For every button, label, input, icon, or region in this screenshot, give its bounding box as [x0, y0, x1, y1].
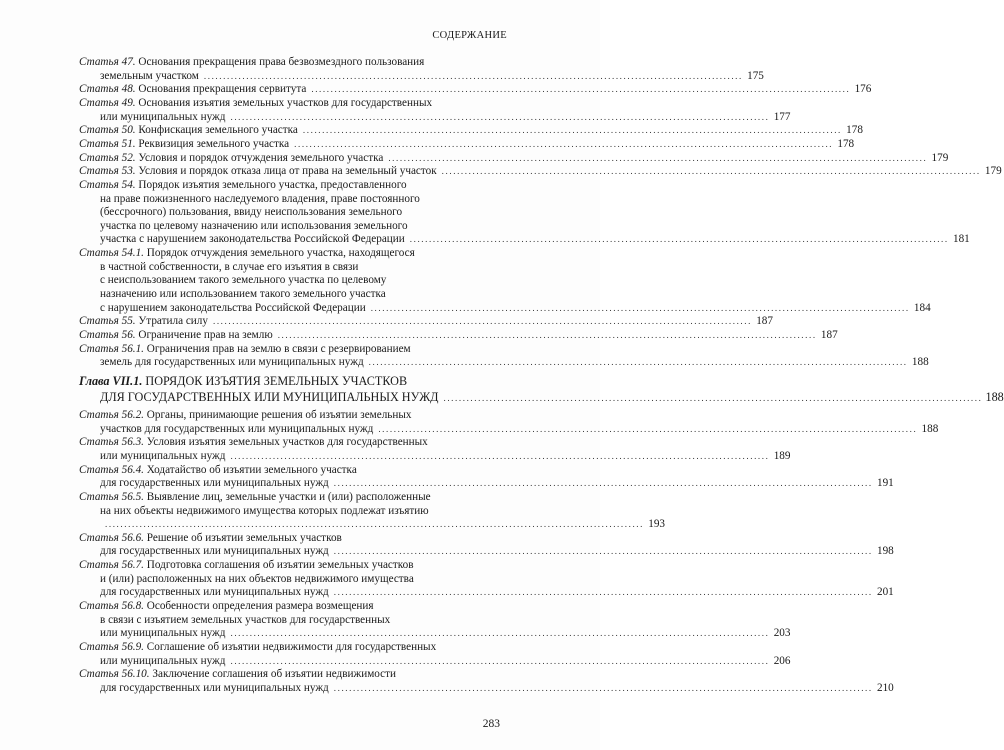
toc-line	[100, 476, 894, 490]
toc-line	[100, 613, 500, 627]
entry-page: 187	[820, 329, 838, 341]
page-number: 283	[482, 718, 500, 730]
entry-page: 210	[876, 681, 894, 694]
entry-title: для государственных или муниципальных нужд	[100, 477, 329, 490]
entry-title: участка по целевому назначению или использования земельного	[100, 219, 408, 232]
entry-page: 181	[952, 233, 970, 246]
toc-line	[79, 531, 500, 545]
toc-line-text	[100, 390, 438, 405]
article-label: Статья 50.	[79, 124, 136, 137]
entry-page: 177	[773, 110, 791, 123]
entry-title: Органы, принимающие решения об изъятии земельных	[146, 408, 412, 421]
toc-line-text	[100, 449, 225, 463]
toc-line-text	[100, 681, 329, 695]
article-label: Статья 56.6.	[79, 531, 144, 544]
toc-line-text	[100, 232, 405, 246]
entry-title: участка с нарушением законодательства Российской Федерации	[100, 233, 405, 246]
toc-line	[79, 463, 500, 477]
entry-title: Ограничения прав на землю в связи с резервированием	[146, 342, 411, 355]
leader-dots: ............................................................................................................................................	[294, 138, 834, 149]
entry-title: земель для государственных или муниципальных нужд	[100, 356, 364, 369]
entry-title: для государственных или муниципальных нужд	[100, 586, 329, 599]
leader-dots: ............................................................................................................................................	[230, 111, 770, 122]
leader-dots: ............................................................................................................................................	[443, 392, 983, 403]
toc-line	[100, 273, 500, 287]
toc-line	[100, 626, 791, 640]
entry-title: с нарушением законодательства Российской Федерации	[100, 301, 366, 314]
toc-line	[100, 654, 791, 668]
chapter-line	[100, 389, 1004, 405]
toc-line	[100, 355, 929, 369]
toc-line-text	[100, 206, 402, 218]
toc-line-text	[79, 343, 411, 355]
toc-line	[79, 408, 500, 422]
toc-line-text	[79, 97, 432, 109]
entry-title: или муниципальных нужд	[100, 110, 226, 123]
entry-title: Основания прекращения права безвозмездного пользования	[138, 56, 425, 68]
toc-line-text	[100, 288, 386, 300]
leader-dots: ............................................................................................................................................	[441, 166, 981, 177]
article-label: Статья 55.	[79, 315, 136, 328]
article-label: Статья 56.1.	[79, 342, 144, 355]
entry-title: Выявление лиц, земельные участки и (или) расположенные	[146, 490, 431, 503]
chapter-title: ПОРЯДОК ИЗЪЯТИЯ ЗЕМЕЛЬНЫХ УЧАСТКОВ	[145, 373, 408, 388]
toc-line-text	[79, 600, 374, 612]
leader-dots: ............................................................................................................................................	[333, 587, 873, 598]
entry-title: Основания прекращения сервитута	[138, 83, 307, 96]
leader-dots: ............................................................................................................................................	[333, 478, 873, 489]
toc-line-text	[79, 464, 357, 476]
toc-line	[100, 287, 500, 301]
toc-line-text	[79, 374, 407, 388]
leader-dots: ............................................................................................................................................	[105, 519, 644, 530]
entry-title: назначению или использованием такого земельного участка	[100, 288, 386, 301]
article-label: Статья 52.	[79, 151, 136, 164]
entry-title: или муниципальных нужд	[100, 627, 226, 640]
toc-line-text	[79, 123, 298, 137]
toc-line	[79, 96, 500, 110]
entry-title: Ходатайство об изъятии земельного участка	[146, 463, 357, 476]
entry-page: 188	[911, 356, 929, 369]
toc-line-text	[79, 668, 396, 680]
leader-dots: ............................................................................................................................................	[212, 316, 752, 327]
entry-title: участков для государственных или муниципальных нужд	[100, 422, 374, 435]
article-label: Статья 56.9.	[79, 641, 144, 653]
entry-page: 179	[931, 151, 949, 164]
toc-line	[100, 517, 665, 531]
article-label: Статья 53.	[79, 165, 136, 178]
leader-dots: ............................................................................................................................................	[302, 125, 842, 136]
article-label: Статья 56.7.	[79, 559, 144, 572]
article-label: Статья 56.2.	[79, 408, 144, 421]
toc-line	[79, 164, 1002, 178]
entry-page: 178	[846, 124, 863, 137]
entry-title: Подготовка соглашения об изъятии земельных участков	[146, 559, 414, 572]
entry-page: 198	[876, 545, 894, 558]
entry-page: 206	[773, 654, 791, 667]
leader-dots: ............................................................................................................................................	[277, 330, 817, 340]
leader-dots: ............................................................................................................................................	[378, 423, 918, 434]
toc-line	[79, 151, 949, 165]
entry-page: 191	[876, 477, 894, 490]
entry-title: для государственных или муниципальных нужд	[100, 545, 329, 558]
toc-line	[79, 82, 872, 96]
toc-line-text	[100, 355, 364, 369]
entry-page: 188	[921, 422, 939, 435]
article-label: Статья 48.	[79, 83, 136, 96]
toc-line-text	[79, 151, 383, 165]
toc-line	[100, 260, 500, 274]
toc-line	[100, 681, 894, 695]
entry-title: в частной собственности, в случае его изъятия в связи	[100, 260, 359, 273]
toc-line	[79, 137, 855, 151]
leader-dots: ............................................................................................................................................	[311, 84, 851, 95]
entry-title: земельным участком	[100, 69, 199, 82]
toc-line	[100, 69, 764, 83]
toc-line-text	[79, 56, 424, 68]
running-head: СОДЕРЖАНИЕ	[432, 30, 507, 41]
article-label: Статья 49.	[79, 96, 136, 109]
toc-line-text	[100, 626, 225, 640]
article-label: Статья 56.8.	[79, 600, 144, 613]
entry-title: (бессрочного) пользования, ввиду неиспользования земельного	[100, 206, 403, 219]
article-label: Статья 56.	[79, 329, 136, 341]
toc-line-text	[100, 274, 386, 286]
article-label: Статья 47.	[79, 56, 136, 68]
entry-title: Условия и порядок отказа лица от права на земельный участок	[138, 165, 437, 178]
article-label: Статья 56.4.	[79, 463, 144, 476]
toc-line	[100, 449, 791, 463]
toc-line	[100, 232, 970, 246]
entry-title: для государственных или муниципальных нужд	[100, 681, 329, 694]
toc-line-text	[79, 179, 407, 191]
toc-line-text	[100, 69, 199, 83]
entry-title: Основания изъятия земельных участков для государственных	[138, 96, 433, 109]
entry-title: Утратила силу	[138, 315, 208, 328]
entry-page: 189	[773, 449, 791, 462]
toc-line-text	[79, 137, 289, 151]
toc-line	[100, 572, 500, 586]
article-label: Статья 51.	[79, 137, 136, 150]
entry-title: или муниципальных нужд	[100, 654, 226, 667]
toc-line-text	[100, 422, 373, 436]
entry-title: или муниципальных нужд	[100, 449, 226, 462]
toc-line	[79, 178, 500, 192]
toc-line-text	[100, 505, 429, 517]
toc-line	[79, 435, 500, 449]
entry-title: и (или) расположенных на них объектов недвижимого имущества	[100, 572, 414, 585]
toc-line	[100, 504, 500, 518]
chapter-label: Глава VII.1.	[79, 373, 143, 388]
entry-title: с неиспользованием такого земельного участка по целевому	[100, 274, 387, 287]
entry-page: 176	[854, 83, 872, 96]
toc-line-text	[100, 573, 414, 585]
entry-page: 175	[747, 69, 764, 82]
toc-line	[100, 301, 931, 315]
leader-dots: ............................................................................................................................................	[370, 302, 910, 313]
entry-page: 179	[984, 165, 1002, 178]
toc-line-text	[79, 328, 273, 342]
entry-title: Соглашение об изъятии недвижимости для государственных	[146, 641, 437, 653]
toc-line-text	[100, 544, 329, 558]
leader-dots: ............................................................................................................................................	[409, 234, 949, 245]
toc-line-text	[79, 436, 428, 448]
leader-dots: ............................................................................................................................................	[230, 628, 770, 639]
toc-line	[100, 205, 500, 219]
toc-line-text	[79, 164, 437, 178]
entry-page: 188	[985, 389, 1004, 404]
article-label: Статья 54.	[79, 178, 136, 191]
entry-title: в связи с изъятием земельных участков для государственных	[100, 613, 391, 626]
toc-line	[100, 110, 791, 124]
entry-page: 201	[876, 586, 894, 599]
toc-line-text	[100, 301, 366, 315]
toc-line	[79, 667, 500, 681]
leader-dots: ............................................................................................................................................	[230, 450, 770, 461]
toc-line	[79, 55, 500, 69]
entry-page: 187	[756, 315, 773, 328]
toc-line	[79, 328, 838, 342]
article-label: Статья 56.5.	[79, 490, 144, 503]
toc-line-text	[79, 532, 342, 544]
entry-title: Условия изъятия земельных участков для государственных	[146, 436, 428, 449]
leader-dots: ............................................................................................................................................	[230, 655, 770, 666]
entry-page: 203	[773, 627, 791, 640]
toc-line-text	[79, 314, 208, 328]
toc-line	[100, 422, 939, 436]
entry-title: Ограничение прав на землю	[138, 329, 273, 341]
toc-line-text	[79, 247, 415, 259]
toc-line-text	[100, 220, 408, 232]
article-label: Статья 56.3.	[79, 436, 144, 449]
toc-line	[79, 123, 863, 137]
toc-line-text	[79, 82, 306, 96]
toc-line-text	[79, 559, 414, 571]
entry-title: на них объекты недвижимого имущества которых подлежат изъятию	[100, 504, 429, 517]
toc-line-text	[100, 476, 329, 490]
toc-line	[79, 599, 500, 613]
entry-title: на праве пожизненного наследуемого владения, праве постоянного	[100, 192, 420, 205]
entry-title: Заключение соглашения об изъятии недвижимости	[152, 668, 397, 681]
toc-line-text	[100, 110, 225, 124]
entry-title: Порядок отчуждения земельного участка, находящегося	[146, 247, 415, 260]
toc-line	[100, 585, 894, 599]
leader-dots: ............................................................................................................................................	[203, 70, 743, 81]
toc-line	[79, 342, 500, 356]
toc-line-text	[79, 491, 431, 503]
toc-line	[79, 490, 500, 504]
article-label: Статья 54.1.	[79, 247, 144, 260]
entry-title: Реквизиция земельного участка	[138, 137, 290, 150]
leader-dots: ............................................................................................................................................	[368, 357, 908, 368]
toc-line	[79, 558, 500, 572]
entry-title: Решение об изъятии земельных участков	[146, 531, 342, 544]
toc-line-text	[100, 614, 390, 626]
toc-line	[79, 246, 500, 260]
toc-line-text	[100, 585, 329, 599]
entry-title: Конфискация земельного участка	[138, 124, 298, 137]
leader-dots: ............................................................................................................................................	[388, 152, 928, 163]
toc-line-text	[79, 641, 436, 653]
chapter-title: ДЛЯ ГОСУДАРСТВЕННЫХ ИЛИ МУНИЦИПАЛЬНЫХ НУЖД	[100, 389, 439, 404]
entry-title: Порядок изъятия земельного участка, предоставленного	[138, 178, 407, 191]
toc-line	[100, 544, 894, 558]
leader-dots: ............................................................................................................................................	[333, 682, 873, 693]
leader-dots: ............................................................................................................................................	[333, 546, 873, 557]
article-label: Статья 56.10.	[79, 668, 150, 681]
chapter-line	[79, 374, 500, 389]
entry-page: 193	[648, 518, 665, 531]
toc-line-text	[100, 654, 225, 668]
entry-page: 178	[837, 137, 855, 150]
toc-line	[79, 640, 500, 654]
toc-line-text	[79, 409, 412, 421]
toc-line-text	[100, 261, 358, 273]
toc-line	[100, 219, 500, 233]
entry-title: Особенности определения размера возмещения	[146, 600, 374, 613]
toc-line-text	[100, 193, 420, 205]
toc-line	[100, 192, 500, 206]
entry-title: Условия и порядок отчуждения земельного участка	[138, 151, 384, 164]
toc-line	[79, 314, 773, 328]
entry-page: 184	[913, 301, 931, 314]
